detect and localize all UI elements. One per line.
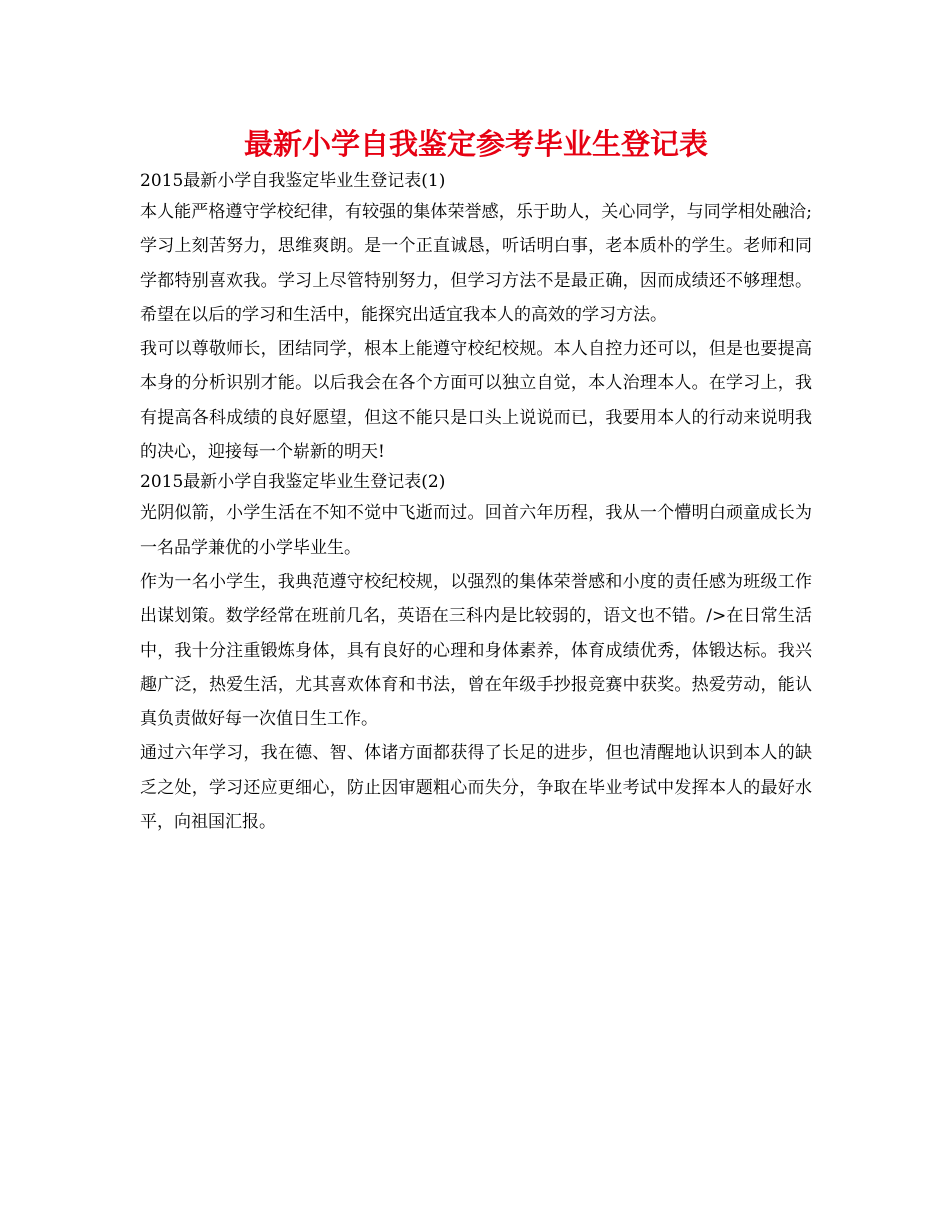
paragraph: 通过六年学习，我在德、智、体诸方面都获得了长足的进步，但也清醒地认识到本人的缺乏之处，学习还应更细心，防止因审题粗心而失分，争取在毕业考试中发挥本人的最好水平，向祖国汇报。 [140, 743, 812, 833]
document-page [140, 120, 812, 839]
paragraph: 本人能严格遵守学校纪律，有较强的集体荣誉感，乐于助人，关心同学，与同学相处融洽;学习上刻苦努力，思维爽朗。是一个正直诚恳，听话明白事，老本质朴的学生。老师和同学都特别喜欢我。学习上尽管特别努力，但学习方法不是最正确，因而成绩还不够理想。希望在以后的学习和生活中，能探究出适宜我本人的高效的学习方法。 [140, 202, 812, 325]
section-2 [140, 469, 812, 839]
section-1 [140, 168, 812, 469]
paragraph: 作为一名小学生，我典范遵守校纪校规，以强烈的集体荣誉感和小度的责任感为班级工作出谋划策。数学经常在班前几名，英语在三科内是比较弱的，语文也不错。/>在日常生活中，我十分注重锻炼身体，具有良好的心理和身体素养，体育成绩优秀，体锻达标。我兴趣广泛，热爱生活，尤其喜欢体育和书法，曾在年级手抄报竞赛中获奖。热爱劳动，能认真负责做好每一次值日生工作。 [140, 571, 812, 730]
section-heading: 2015最新小学自我鉴定毕业生登记表(1) [140, 171, 446, 191]
paragraph: 我可以尊敬师长，团结同学，根本上能遵守校纪校规。本人自控力还可以，但是也要提高本身的分析识别才能。以后我会在各个方面可以独立自觉，本人治理本人。在学习上，我有提高各科成绩的良好愿望，但这不能只是口头上说说而已，我要用本人的行动来说明我的决心，迎接每一个崭新的明天! [140, 339, 812, 463]
paragraph: 光阴似箭，小学生活在不知不觉中飞逝而过。回首六年历程，我从一个懵明白顽童成长为一名品学兼优的小学毕业生。 [140, 503, 812, 558]
document-title: 最新小学自我鉴定参考毕业生登记表 [243, 127, 708, 161]
section-heading: 2015最新小学自我鉴定毕业生登记表(2) [140, 472, 446, 493]
